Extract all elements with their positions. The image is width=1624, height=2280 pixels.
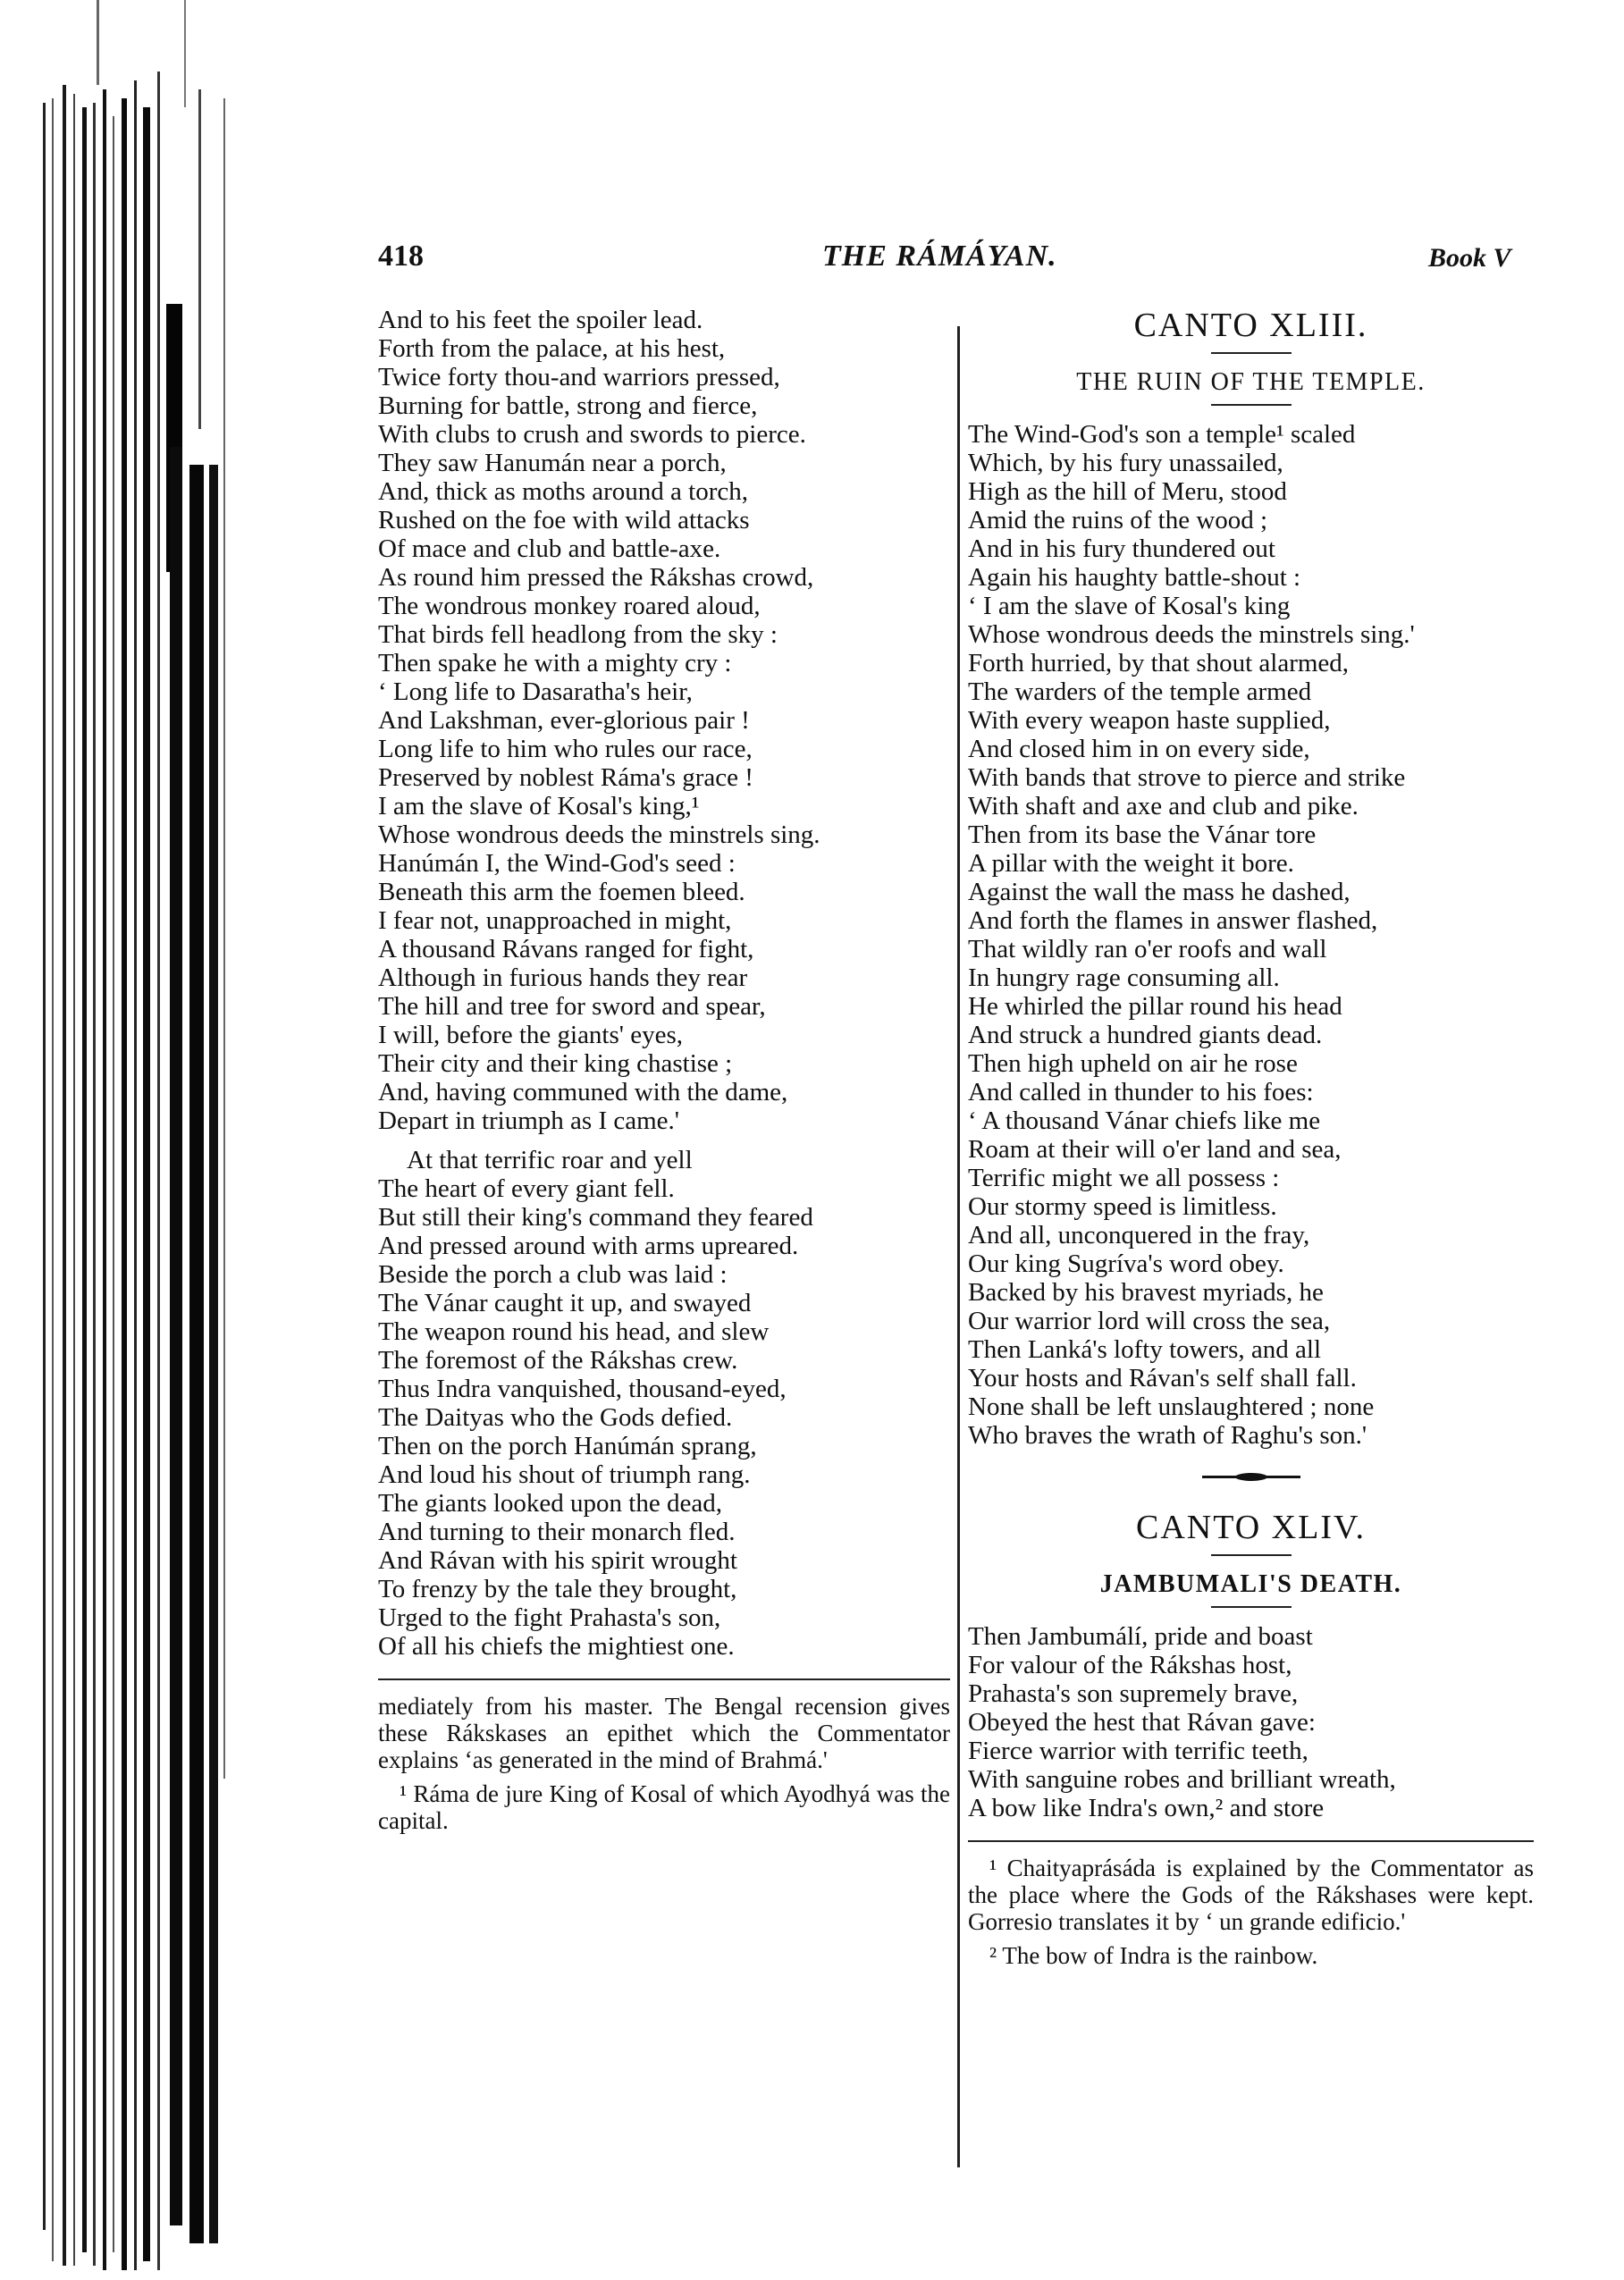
page-number: 418 <box>378 240 424 273</box>
verse-line: And called in thunder to his foes: <box>968 1078 1314 1106</box>
verse-line: I am the slave of Kosal's king,¹ <box>378 792 700 820</box>
verse-line: With bands that strove to pierce and strike <box>968 763 1406 792</box>
verse-line: Roam at their will o'er land and sea, <box>968 1135 1342 1164</box>
verse-line: Rushed on the foe with wild attacks <box>378 506 750 534</box>
verse-line: Preserved by noblest Ráma's grace ! <box>378 763 753 792</box>
verse-line: A thousand Rávans ranged for fight, <box>378 935 754 963</box>
verse-line: And Rávan with his spirit wrought <box>378 1546 737 1575</box>
verse-line: Their city and their king chastise ; <box>378 1049 733 1078</box>
verse-line: Then from its base the Vánar tore <box>968 820 1317 849</box>
verse-line: With every weapon haste supplied, <box>968 706 1331 735</box>
verse-line: I fear not, unapproached in might, <box>378 906 732 935</box>
verse-line: Then high upheld on air he rose <box>968 1049 1298 1078</box>
verse-line: That birds fell headlong from the sky : <box>378 620 778 649</box>
verse-line: The wondrous monkey roared aloud, <box>378 592 761 620</box>
verse-line: That wildly ran o'er roofs and wall <box>968 935 1327 963</box>
verse-line: In hungry rage consuming all. <box>968 963 1280 992</box>
canto-44-title: CANTO XLIV. <box>1135 1509 1367 1546</box>
verse-line: Then Lanká's lofty towers, and all <box>968 1335 1321 1364</box>
verse-line: Amid the ruins of the wood ; <box>968 506 1268 534</box>
left-footnotes <box>378 1693 950 1834</box>
verse-line: And pressed around with arms upreared. <box>378 1232 799 1260</box>
verse-line: With clubs to crush and swords to pierce. <box>378 420 806 449</box>
verse-line: Whose wondrous deeds the minstrels sing. <box>378 820 820 849</box>
verse-line: Whose wondrous deeds the minstrels sing.' <box>968 620 1415 649</box>
verse-line: I will, before the giants' eyes, <box>378 1021 684 1049</box>
verse-line: Twice forty thou-and warriors pressed, <box>378 363 780 391</box>
verse-line: Which, by his fury unassailed, <box>968 449 1283 477</box>
verse-line: Then spake he with a mighty cry : <box>378 649 732 677</box>
verse-line: A pillar with the weight it bore. <box>968 849 1294 878</box>
verse-line: Your hosts and Rávan's self shall fall. <box>968 1364 1357 1392</box>
verse-line: He whirled the pillar round his head <box>968 992 1342 1021</box>
verse-line: And all, unconquered in the fray, <box>968 1221 1310 1249</box>
footnote-2: ² The bow of Indra is the rainbow. <box>989 1942 1318 1969</box>
verse-line: Forth hurried, by that shout alarmed, <box>968 649 1350 677</box>
footnote-rule <box>968 1840 1534 1842</box>
verse-line: The Daityas who the Gods defied. <box>378 1403 733 1432</box>
verse-line: Burning for battle, strong and fierce, <box>378 391 758 420</box>
subtitle-rule <box>1211 404 1292 406</box>
verse-line: And in his fury thundered out <box>968 534 1275 563</box>
verse-line: None shall be left unslaughtered ; none <box>968 1392 1375 1421</box>
verse-line: Beneath this arm the foemen bleed. <box>378 878 745 906</box>
left-column <box>378 306 950 1834</box>
verse-line: With shaft and axe and club and pike. <box>968 792 1359 820</box>
verse-line: And turning to their monarch fled. <box>378 1518 736 1546</box>
verse-line: ‘ I am the slave of Kosal's king <box>968 592 1291 620</box>
footnote-continuation: mediately from his master. The Bengal recension gives these Rákskases an epithet which the Commentator explains ‘as generated in the mind of Brahmá.' <box>378 1693 950 1773</box>
verse-line: At that terrific roar and yell <box>407 1146 693 1174</box>
verse-line: The heart of every giant fell. <box>378 1174 675 1203</box>
verse-line: Of all his chiefs the mightiest one. <box>378 1632 735 1661</box>
verse-line: Hanúmán I, the Wind-God's seed : <box>378 849 736 878</box>
verse-line: Against the wall the mass he dashed, <box>968 878 1351 906</box>
left-stanza-2 <box>378 1146 950 1661</box>
verse-line: ‘ A thousand Vánar chiefs like me <box>968 1106 1321 1135</box>
verse-line: Urged to the fight Prahasta's son, <box>378 1603 721 1632</box>
verse-line: Backed by his bravest myriads, he <box>968 1278 1324 1307</box>
verse-line: Fierce warrior with terrific teeth, <box>968 1737 1308 1765</box>
verse-line: Depart in triumph as I came.' <box>378 1106 679 1135</box>
verse-line: Long life to him who rules our race, <box>378 735 753 763</box>
verse-line: Then Jambumálí, pride and boast <box>968 1622 1313 1651</box>
verse-line: High as the hill of Meru, stood <box>968 477 1287 506</box>
verse-line: A bow like Indra's own,² and store <box>968 1794 1325 1822</box>
verse-line: ‘ Long life to Dasaratha's heir, <box>378 677 693 706</box>
verse-line: Then on the porch Hanúmán sprang, <box>378 1432 757 1460</box>
verse-line: Terrific might we all possess : <box>968 1164 1280 1192</box>
verse-line: And to his feet the spoiler lead. <box>378 306 703 334</box>
verse-line: Beside the porch a club was laid : <box>378 1260 728 1289</box>
left-stanza-1 <box>378 306 950 1135</box>
verse-line: They saw Hanumán near a porch, <box>378 449 727 477</box>
canto-43-title: CANTO XLIII. <box>1133 307 1368 344</box>
subtitle-rule <box>1211 1606 1292 1608</box>
canto-43-verse <box>968 420 1534 1450</box>
verse-line: And Lakshman, ever-glorious pair ! <box>378 706 750 735</box>
book-label: Book V <box>1428 243 1511 273</box>
verse-line: The foremost of the Rákshas crew. <box>378 1346 738 1375</box>
canto-44-verse <box>968 1622 1534 1822</box>
footnote-rule <box>378 1678 950 1680</box>
verse-line: The warders of the temple armed <box>968 677 1312 706</box>
verse-line: Of mace and club and battle-axe. <box>378 534 721 563</box>
verse-line: Thus Indra vanquished, thousand-eyed, <box>378 1375 787 1403</box>
verse-line: Our stormy speed is limitless. <box>968 1192 1277 1221</box>
verse-line: And closed him in on every side, <box>968 735 1310 763</box>
verse-line: Our warrior lord will cross the sea, <box>968 1307 1331 1335</box>
verse-line: As round him pressed the Rákshas crowd, <box>378 563 814 592</box>
verse-line: Who braves the wrath of Raghu's son.' <box>968 1421 1367 1450</box>
verse-line: And loud his shout of triumph rang. <box>378 1460 751 1489</box>
verse-line: And forth the flames in answer flashed, <box>968 906 1378 935</box>
verse-line: With sanguine robes and brilliant wreath, <box>968 1765 1396 1794</box>
verse-line: Forth from the palace, at his hest, <box>378 334 726 363</box>
canto-44-subtitle: JAMBUMALI'S DEATH. <box>1099 1570 1402 1598</box>
verse-line: The weapon round his head, and slew <box>378 1317 770 1346</box>
verse-line: And, thick as moths around a torch, <box>378 477 748 506</box>
verse-line: The Vánar caught it up, and swayed <box>378 1289 752 1317</box>
canto-43-subtitle: THE RUIN OF THE TEMPLE. <box>1076 368 1426 396</box>
verse-line: Our king Sugríva's word obey. <box>968 1249 1284 1278</box>
verse-line: Although in furious hands they rear <box>378 963 748 992</box>
title-rule <box>1211 352 1292 354</box>
verse-line: Obeyed the hest that Rávan gave: <box>968 1708 1316 1737</box>
footnote-1: ¹ Chaityaprásáda is explained by the Commentator as the place where the Gods of the Rákshases were kept. Gorresio translates it by ‘ un grande edificio.' <box>968 1855 1534 1935</box>
verse-line: The Wind-God's son a temple¹ scaled <box>968 420 1356 449</box>
running-title: THE RÁMÁYAN. <box>822 240 1057 273</box>
verse-line: And, having communed with the dame, <box>378 1078 788 1106</box>
section-ornament <box>1202 1473 1300 1481</box>
verse-line: But still their king's command they feared <box>378 1203 813 1232</box>
verse-line: To frenzy by the tale they brought, <box>378 1575 737 1603</box>
footnote-1: ¹ Ráma de jure King of Kosal of which Ayodhyá was the capital. <box>378 1780 950 1834</box>
right-column <box>968 306 1534 1969</box>
verse-line: Prahasta's son supremely brave, <box>968 1679 1299 1708</box>
verse-line: And struck a hundred giants dead. <box>968 1021 1323 1049</box>
stanza-gap <box>378 1135 950 1146</box>
column-divider <box>957 326 960 2167</box>
verse-line: For valour of the Rákshas host, <box>968 1651 1292 1679</box>
right-footnotes <box>968 1855 1534 1969</box>
verse-line: The giants looked upon the dead, <box>378 1489 722 1518</box>
title-rule <box>1211 1554 1292 1556</box>
verse-line: The hill and tree for sword and spear, <box>378 992 766 1021</box>
verse-line: Again his haughty battle-shout : <box>968 563 1301 592</box>
